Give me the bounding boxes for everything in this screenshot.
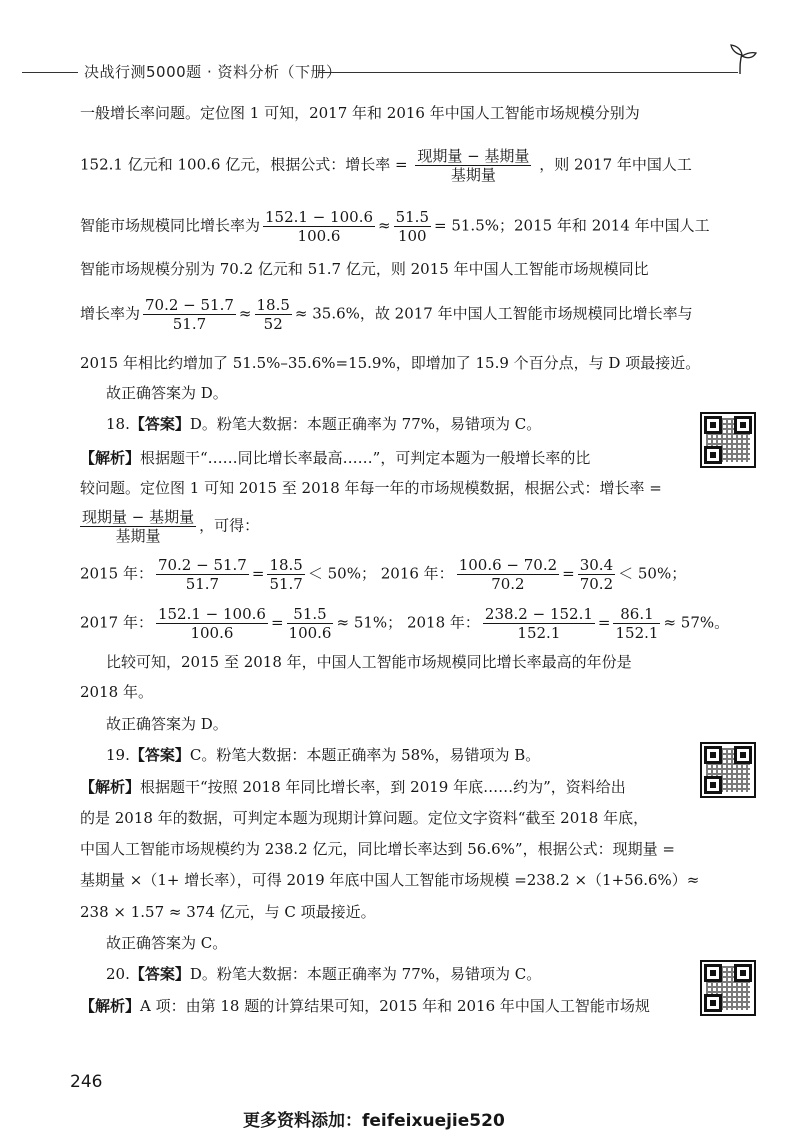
text-line: 较问题。定位图 1 可知 2015 至 2018 年每一年的市场规模数据，根据公式：增长率 = xyxy=(80,479,662,497)
fraction-denominator: 51.7 xyxy=(172,315,207,333)
text-span: = xyxy=(597,613,611,632)
qr-finder xyxy=(704,446,722,464)
fraction-denominator: 70.2 xyxy=(579,575,614,593)
text-line: 智能市场规模分别为 70.2 亿元和 51.7 亿元，则 2015 年中国人工智能市场规模同比 xyxy=(80,260,649,278)
fraction-denominator: 51.7 xyxy=(185,575,220,593)
text-span: 增长率为 xyxy=(80,304,141,323)
question-18-answer xyxy=(80,413,701,435)
text-span: = xyxy=(562,564,575,583)
year-label: 2015 年： xyxy=(80,564,153,583)
qr-code-icon[interactable] xyxy=(700,742,756,798)
text-span: ，则 2017 年中国人工 xyxy=(539,155,692,174)
question-19-answer xyxy=(80,744,701,766)
formula-line-2015-2016 xyxy=(80,556,687,593)
fraction xyxy=(613,605,660,642)
text-line xyxy=(80,995,675,1017)
text-span: ＜ 50%； xyxy=(618,564,687,583)
text-line xyxy=(80,447,675,469)
qr-finder xyxy=(734,746,752,764)
text-line xyxy=(80,147,692,184)
analysis-tag: 【解析】 xyxy=(80,778,141,796)
fraction-denominator: 100.6 xyxy=(288,624,332,642)
fraction xyxy=(394,208,431,245)
analysis-tag: 【解析】 xyxy=(80,997,141,1015)
text-line: 基期量 ×（1+ 增长率），可得 2019 年底中国人工智能市场规模 =238.2 ×（1+56.6%）≈ xyxy=(80,871,700,889)
qr-code-icon[interactable] xyxy=(700,960,756,1016)
qr-finder xyxy=(734,964,752,982)
text-span: ≈ 51%； xyxy=(336,613,403,632)
text-line xyxy=(80,208,710,245)
fraction xyxy=(287,605,334,642)
question-number: 19. xyxy=(106,746,130,764)
text-span: 根据题干“……同比增长率最高……”，可判定本题为一般增长率的比 xyxy=(140,449,591,467)
text-span: ，可得： xyxy=(199,516,260,535)
year-label: 2018 年： xyxy=(406,613,480,632)
fraction-denominator: 100.6 xyxy=(297,227,341,245)
running-header-title: 决战行测5000题 · 资料分析（下册） xyxy=(84,63,342,81)
text-line: 比较可知，2015 至 2018 年，中国人工智能市场规模同比增长率最高的年份是 xyxy=(106,653,632,671)
year-label: 2016 年： xyxy=(380,564,454,583)
fraction-denominator: 100.6 xyxy=(190,624,234,642)
analysis-tag: 【解析】 xyxy=(80,449,141,467)
fraction xyxy=(263,208,375,245)
text-line: 238 × 1.57 ≈ 374 亿元，与 C 项最接近。 xyxy=(80,903,376,921)
text-span: = xyxy=(270,613,284,632)
answer-line: 故正确答案为 D。 xyxy=(106,715,228,733)
text-span: 智能市场规模同比增长率为 xyxy=(80,216,261,235)
year-label: 2017 年： xyxy=(80,613,153,632)
qr-finder xyxy=(704,416,722,434)
fraction-numerator: 18.5 xyxy=(269,556,303,574)
text-line: 一般增长率问题。定位图 1 可知，2017 年和 2016 年中国人工智能市场规模分别为 xyxy=(80,104,640,122)
footer-note: 更多资料添加：feifeixuejie520 xyxy=(243,1111,505,1131)
fraction-numerator: 51.5 xyxy=(287,605,334,624)
question-number: 20. xyxy=(106,965,130,983)
fraction-numerator: 100.6 − 70.2 xyxy=(458,556,558,574)
qr-finder xyxy=(704,776,722,794)
fraction-denominator: 100 xyxy=(397,227,427,245)
text-span: 根据题干“按照 2018 年同比增长率，到 2019 年底……约为”，资料给出 xyxy=(140,778,626,796)
qr-finder xyxy=(704,964,722,982)
fraction-numerator: 30.4 xyxy=(579,556,614,574)
fraction-denominator: 51.7 xyxy=(269,575,303,593)
question-number: 18. xyxy=(106,415,130,433)
fraction-denominator: 基期量 xyxy=(115,527,161,545)
fraction xyxy=(156,605,268,642)
text-line: 2015 年相比约增加了 51.5%–35.6%=15.9%，即增加了 15.9 个百分点，与 D 项最接近。 xyxy=(80,354,701,372)
answer-line: 故正确答案为 C。 xyxy=(106,934,228,952)
fraction xyxy=(578,556,615,593)
fraction xyxy=(156,556,249,593)
fraction xyxy=(415,147,531,184)
text-span: = 51.5%；2015 年和 2014 年中国人工 xyxy=(434,216,710,235)
qr-finder xyxy=(704,994,722,1012)
fraction xyxy=(255,296,292,333)
fraction xyxy=(143,296,236,333)
fraction xyxy=(483,605,595,642)
fraction-numerator: 51.5 xyxy=(395,208,429,226)
text-span: 152.1 亿元和 100.6 亿元，根据公式：增长率 = xyxy=(80,155,408,174)
qr-finder xyxy=(734,416,752,434)
text-line: 2018 年。 xyxy=(80,683,153,701)
page-number: 246 xyxy=(70,1072,103,1092)
text-line xyxy=(80,776,675,798)
fraction xyxy=(457,556,559,593)
answer-tag: 【答案】 xyxy=(129,746,190,764)
fraction-denominator: 52 xyxy=(263,315,283,333)
header-rule-left xyxy=(22,72,78,73)
fraction xyxy=(80,508,196,545)
text-span: ≈ 35.6%，故 2017 年中国人工智能市场规模同比增长率与 xyxy=(294,304,693,323)
fraction-numerator: 238.2 − 152.1 xyxy=(484,605,593,623)
text-line xyxy=(80,296,693,333)
fraction-denominator: 152.1 xyxy=(615,624,659,642)
fraction-numerator: 70.2 − 51.7 xyxy=(157,556,247,574)
text-line xyxy=(80,508,675,545)
sprout-icon xyxy=(728,44,758,76)
header-rule-right xyxy=(318,72,738,73)
text-span: A 项：由第 18 题的计算结果可知，2015 年和 2016 年中国人工智能市场规 xyxy=(140,997,650,1015)
text-span: = xyxy=(251,564,265,583)
qr-finder xyxy=(704,746,722,764)
fraction-numerator: 18.5 xyxy=(256,296,290,314)
fraction-numerator: 70.2 − 51.7 xyxy=(145,296,234,314)
text-span: C。粉笔大数据：本题正确率为 58%，易错项为 B。 xyxy=(189,746,541,764)
fraction-numerator: 152.1 − 100.6 xyxy=(157,605,266,623)
answer-tag: 【答案】 xyxy=(129,415,190,433)
fraction-numerator: 86.1 xyxy=(613,605,660,624)
fraction-numerator: 152.1 − 100.6 xyxy=(265,208,374,226)
fraction-numerator: 现期量 − 基期量 xyxy=(82,508,195,526)
fraction-denominator: 基期量 xyxy=(450,166,496,184)
text-span: ≈ xyxy=(378,216,391,235)
text-span: D。粉笔大数据：本题正确率为 77%，易错项为 C。 xyxy=(189,965,542,983)
qr-code-icon[interactable] xyxy=(700,412,756,468)
fraction-denominator: 70.2 xyxy=(491,575,525,593)
formula-line-2017-2018 xyxy=(80,605,730,642)
answer-line: 故正确答案为 D。 xyxy=(106,384,228,402)
fraction xyxy=(267,556,304,593)
answer-tag: 【答案】 xyxy=(129,965,190,983)
fraction-numerator: 现期量 − 基期量 xyxy=(417,147,530,165)
text-span: ≈ xyxy=(238,304,252,323)
text-span: D。粉笔大数据：本题正确率为 77%，易错项为 C。 xyxy=(189,415,542,433)
text-line: 的是 2018 年的数据，可判定本题为现期计算问题。定位文字资料“截至 2018 年底， xyxy=(80,809,649,827)
text-span: ≈ 57%。 xyxy=(663,613,730,632)
text-line: 中国人工智能市场规模约为 238.2 亿元，同比增长率达到 56.6%”，根据公式：现期量 = xyxy=(80,840,675,858)
fraction-denominator: 152.1 xyxy=(517,624,561,642)
question-20-answer xyxy=(80,963,701,985)
text-span: ＜ 50%； xyxy=(307,564,376,583)
